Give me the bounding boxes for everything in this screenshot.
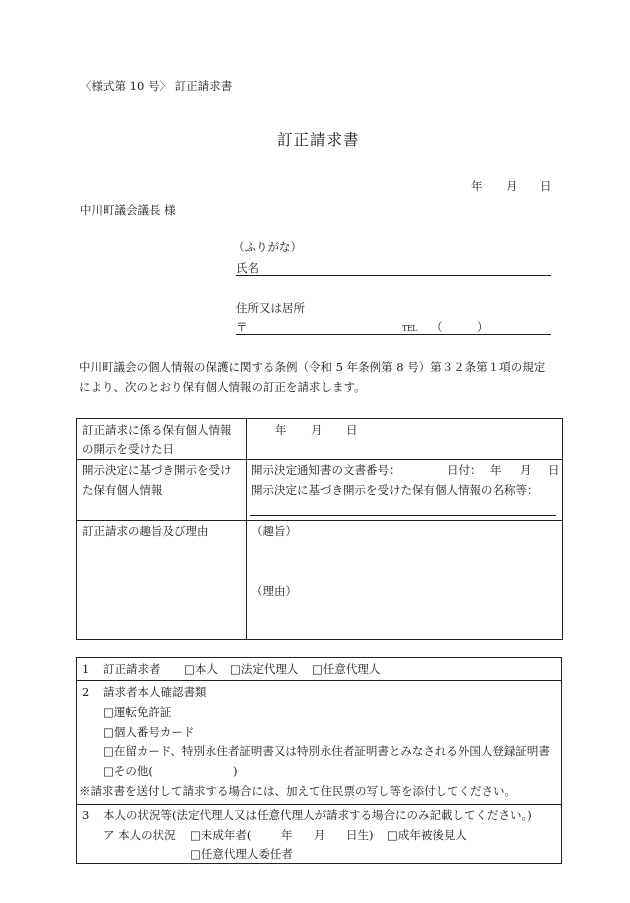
principal-status-label: 本人の状況等(法定代理人又は任意代理人が請求する場合にのみ記載してください。) [103, 808, 532, 822]
disclosed-info-label-1: 開示決定に基づき開示を受け [82, 463, 232, 477]
form-number: 〈様式第 10 号〉 訂正請求書 [80, 79, 233, 93]
disclosed-info-label-2: た保有個人情報 [82, 483, 163, 497]
table1-column-divider [246, 418, 247, 640]
name-label: 氏名 [236, 261, 259, 275]
address-label: 住所又は居所 [236, 301, 305, 315]
voluntary-agent-principal-checkbox[interactable]: □任意代理人委任者 [190, 847, 293, 861]
intro-line-1: 中川町議会の個人情報の保護に関する条例（令和 5 年条例第 8 号）第３２条第１項の規定 [79, 360, 546, 374]
furigana-label: （ふりがな） [233, 240, 302, 254]
date-month: 月 [506, 179, 518, 193]
notice-year: 年 [490, 463, 502, 477]
minor-birth-month: 月 [314, 828, 326, 842]
other-document-close-paren: ) [233, 764, 238, 778]
disclosure-month: 月 [311, 423, 323, 437]
intro-line-2: により、次のとおり保有個人情報の訂正を請求します。 [79, 380, 366, 394]
my-number-card-checkbox[interactable]: □個人番号カード [103, 725, 195, 739]
notice-month: 月 [520, 463, 532, 477]
section-2-number: 2 [82, 685, 90, 699]
purpose-and-reason-label: 訂正請求の趣旨及び理由 [82, 524, 209, 538]
date-year: 年 [471, 179, 483, 193]
table2-row-divider-1 [76, 680, 562, 681]
disclosure-date-label-2: の開示を受けた日 [82, 442, 174, 456]
notice-day: 日 [548, 463, 560, 477]
principal-status-sub-label: ア 本人の状況 [103, 828, 176, 842]
address-underline [236, 334, 551, 335]
addressee: 中川町議会議長 様 [80, 203, 176, 217]
disclosure-date-label-1: 訂正請求に係る保有個人情報 [82, 423, 232, 437]
disclosure-day: 日 [346, 423, 358, 437]
minor-birth-day: 日生) [346, 828, 374, 842]
notice-document-number-label: 開示決定通知書の文書番号： [251, 463, 401, 477]
section-3-number: 3 [82, 808, 90, 822]
disclosed-info-name-underline [250, 515, 556, 516]
adult-ward-checkbox[interactable]: □成年被後見人 [387, 828, 467, 842]
residence-card-checkbox[interactable]: □在留カード、特別永住者証明書又は特別永住者証明書とみなされる外国人登録証明書 [103, 744, 550, 758]
requester-self-checkbox[interactable]: □本人 [184, 662, 218, 676]
requester-legal-agent-checkbox[interactable]: □法定代理人 [230, 662, 299, 676]
requester-type-label: 訂正請求者 [103, 662, 161, 676]
table1-row-divider-2 [76, 520, 563, 521]
other-document-checkbox[interactable]: □その他( [103, 764, 153, 778]
date-day: 日 [540, 179, 552, 193]
document-title: 訂正請求書 [277, 131, 360, 149]
table1-row-divider-1 [76, 459, 563, 460]
identity-documents-label: 請求者本人確認書類 [103, 685, 207, 699]
tel-label: TEL [402, 324, 417, 333]
postal-mark: 〒 [236, 320, 248, 334]
mail-request-note: ※請求書を送付して請求する場合には、加えて住民票の写し等を添付してください。 [79, 784, 516, 798]
requester-voluntary-agent-checkbox[interactable]: □任意代理人 [312, 662, 381, 676]
minor-birth-year: 年 [281, 828, 293, 842]
minor-checkbox[interactable]: □未成年者( [190, 828, 252, 842]
table2-row-divider-2 [76, 804, 562, 805]
notice-date-label: 日付： [447, 463, 482, 477]
section-1-number: 1 [82, 662, 90, 676]
reason-label: （理由） [251, 584, 297, 598]
tel-parens: （ ） [431, 320, 489, 334]
drivers-license-checkbox[interactable]: □運転免許証 [103, 705, 172, 719]
purpose-label: （趣旨） [251, 524, 297, 538]
name-underline [236, 275, 551, 276]
disclosed-info-name-label: 開示決定に基づき開示を受けた保有個人情報の名称等： [251, 483, 539, 497]
disclosure-year: 年 [275, 423, 287, 437]
